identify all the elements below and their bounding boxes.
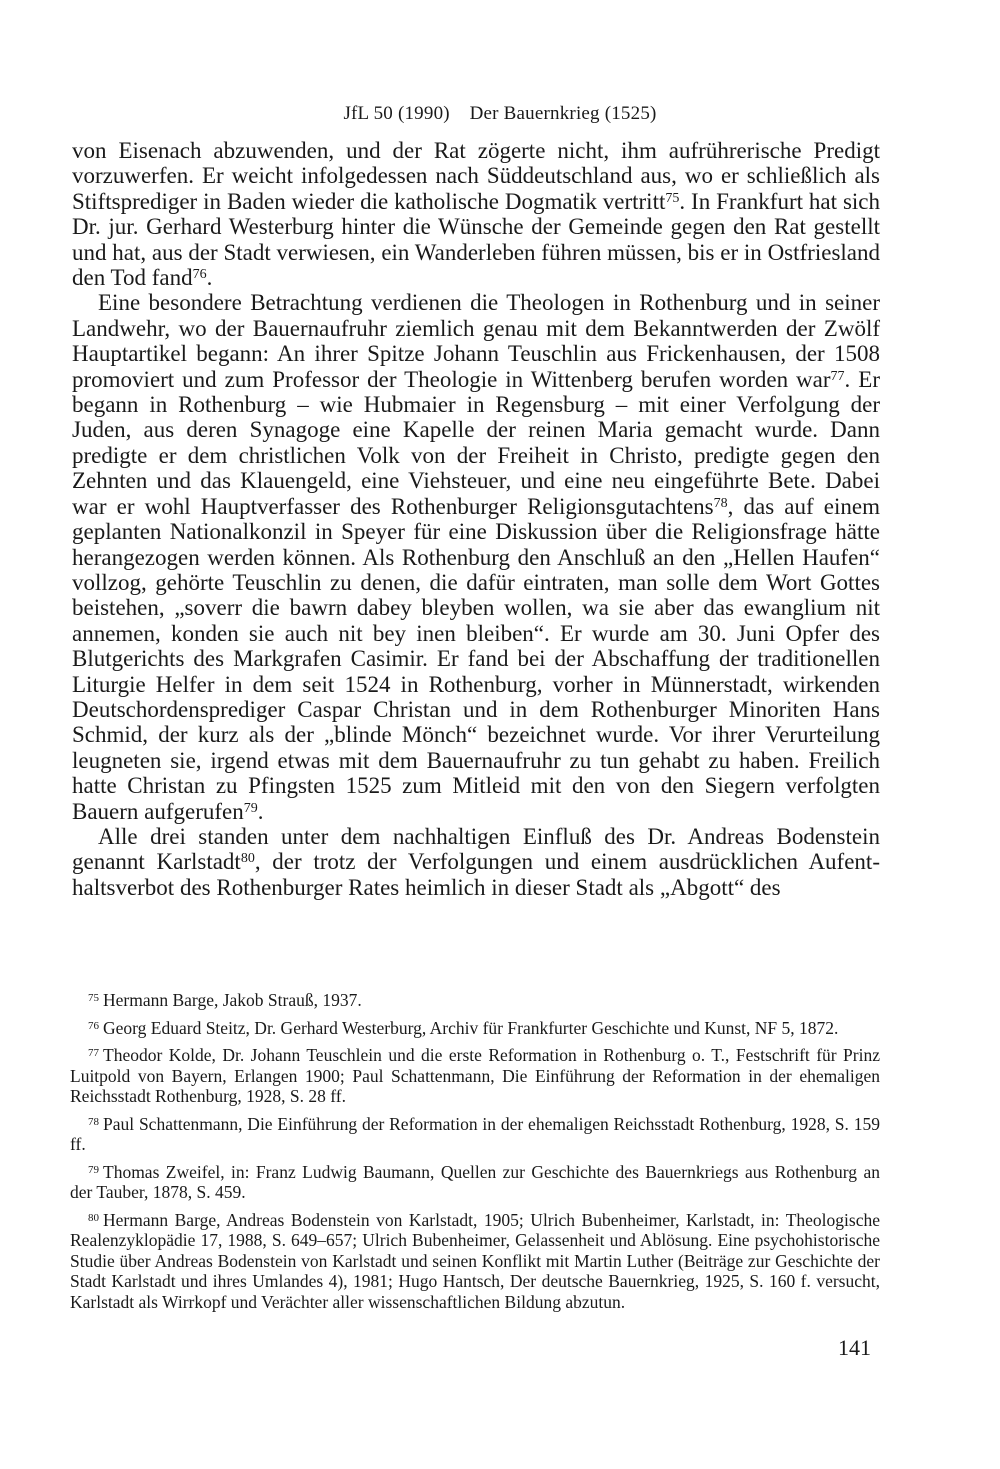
footnote-77 <box>70 1045 880 1107</box>
paragraph-text: . <box>257 798 264 824</box>
footnote-text: Paul Schattenmann, Die Einführung der Reformation in der ehemaligen Reichsstadt Rothenburg, 1928, S. 159 ff. <box>70 1113 880 1154</box>
footnote-76 <box>70 1018 880 1039</box>
paragraph-text: . In Frankfurt hat sich Dr. jur. Gerhard Westerburg hinter die Wünsche der Gemeinde gegen den Rat gestellt und hat, aus der Stadt verwiesen, ein Wanderleben führen müssen, bis er in Ostfriesland den Tod fand <box>72 188 881 291</box>
footnote-75 <box>70 990 880 1011</box>
paragraph-text: von Eisenach abzuwenden, und der Rat zögerte nicht, ihm aufrührerische Predigt vorzuwerfen. Er weicht infolgedessen nach Süddeutschland aus, wo er schließlich als Stiftsprediger in Baden wieder die katholische Dogmatik vertritt <box>72 138 880 214</box>
page-number: 141 <box>838 1335 871 1360</box>
footnote-number: 75 <box>88 992 99 1004</box>
footnote-ref-75[interactable]: 75 <box>665 190 680 206</box>
paragraph-text: . <box>206 265 213 291</box>
footnote-text: Thomas Zweifel, in: Franz Ludwig Baumann, Quellen zur Geschichte des Bauernkriegs aus Rothenburg an der Tauber, 1878, S. 459. <box>70 1161 880 1202</box>
paragraph-1 <box>72 138 880 290</box>
paragraph-text: . Er begann in Rothenburg – wie Hubmaier in Regensburg – mit einer Verfolgung der Juden, aus deren Synagoge eine Kapelle der reinen Maria gemacht wurde. Dann predigte er dem christlichen Volk von der Freiheit in Christo, predigte gegen den Zehnten und das Klauengeld, eine Viehsteuer, und eine neu eingeführte Bete. Dabei war er wohl Hauptverfasser des Rothenburger Religionsgutachtens <box>72 366 880 519</box>
footnote-text: Georg Eduard Steitz, Dr. Gerhard Westerburg, Archiv für Frankfurter Geschichte und Kunst, NF 5, 1872. <box>103 1017 839 1038</box>
footnote-number: 76 <box>88 1019 99 1032</box>
footnotes <box>70 990 880 1319</box>
footnote-80 <box>70 1210 880 1313</box>
footnote-ref-80[interactable]: 80 <box>240 851 255 867</box>
footnote-ref-78[interactable]: 78 <box>713 495 728 511</box>
paragraph-text: Alle drei standen unter dem nachhaltigen Einfluß des Dr. Andreas Bodenstein genannt Karlstadt <box>72 823 880 875</box>
footnote-number: 80 <box>88 1211 99 1224</box>
footnote-ref-77[interactable]: 77 <box>830 368 845 384</box>
footnote-79 <box>70 1162 880 1203</box>
paragraph-text: Eine besondere Betrachtung verdienen die Theologen in Rothenburg und in seiner Landwehr, wo der Bauernaufruhr ziemlich genau mit dem Bekanntwerden der Zwölf Hauptartikel begann: An ihrer Spitze Johann Teuschlin aus Frickenhausen, der 1508 promoviert und zum Professor der Theologie in Wittenberg berufen worden war <box>72 290 880 392</box>
footnote-number: 77 <box>88 1047 99 1059</box>
footnote-number: 78 <box>88 1115 99 1128</box>
footnote-text: Hermann Barge, Jakob Strauß, 1937. <box>103 990 362 1010</box>
footnote-text: Hermann Barge, Andreas Bodenstein von Karlstadt, 1905; Ulrich Bubenheimer, Karlstadt, in: Theologische Realenzyklopädie 17, 1988, S. 649–657; Ulrich Bubenheimer, Gelassenheit und Ablösung. Eine psychohistorische Studie über Andreas Bodenstein von Karlstadt und seinen Konflikt mit Martin Luther (Beiträge zur Geschichte der Stadt Karlstadt und ihres Umlandes 4), 1981; Hugo Hantsch, Der deutsche Bauernkrieg, 1925, S. 160 f. versucht, Karlstadt als Wirrkopf und Verächter aller wissenschaftlichen Bildung abzutun. <box>70 1209 880 1312</box>
paragraph-2 <box>72 290 880 824</box>
footnote-text: Theodor Kolde, Dr. Johann Teuschlein und die erste Reformation in Rothenburg o. T., Festschrift für Prinz Luitpold von Bayern, Erlangen 1900; Paul Schattenmann, Die Einführung der Reformation in der ehemaligen Reichsstadt Rothenburg, 1928, S. 28 ff. <box>70 1045 880 1106</box>
footnote-number: 79 <box>88 1163 99 1176</box>
paragraph-text: , das auf einem geplanten Nationalkonzil in Speyer für eine Diskussion über die Religionsfrage hätte herangezogen werden können. Als Rothenburg den Anschluß an den „Hellen Haufen“ vollzog, gehörte Teuschlin zu denen, die dafür eintraten, man solle dem Wort Gottes beistehen, „soverr die bawrn dabey bleyben wollen, wa sie aber das ewanglium nit annemen, konden sie auch nit bey inen bleiben“. Er wurde am 30. Juni Opfer des Blutgerichts des Markgrafen Casimir. Er fand bei der Abschaffung der traditionellen Liturgie Helfer in dem seit 1524 in Rothenburg, vorher in Münnerstadt, wirkenden Deutschordensprediger Caspar Christan und in dem Rothenburger Minoriten Hans Schmid, der kurz als der „blinde Mönch“ bezeichnet wurde. Vor ihrer Verurteilung leugneten sie, irgend etwas mit dem Bauernaufruhr zu tun gehabt zu haben. Freilich hatte Christan zu Pfingsten 1525 zum Mitleid mit den von den Siegern verfolgten Bauern aufgerufen <box>72 493 880 824</box>
footnote-78 <box>70 1114 880 1155</box>
body-text <box>72 138 880 900</box>
footnote-ref-76[interactable]: 76 <box>192 267 207 283</box>
paragraph-3 <box>72 824 880 900</box>
paragraph-text: , der trotz der Verfolgungen und einem ausdrücklichen Aufenthaltsverbot des Rothenburger Rates heimlich in dieser Stadt als „Abgott“ des <box>72 849 880 900</box>
running-head: JfL 50 (1990) Der Bauernkrieg (1525) <box>343 103 657 124</box>
footnote-ref-79[interactable]: 79 <box>243 800 258 816</box>
